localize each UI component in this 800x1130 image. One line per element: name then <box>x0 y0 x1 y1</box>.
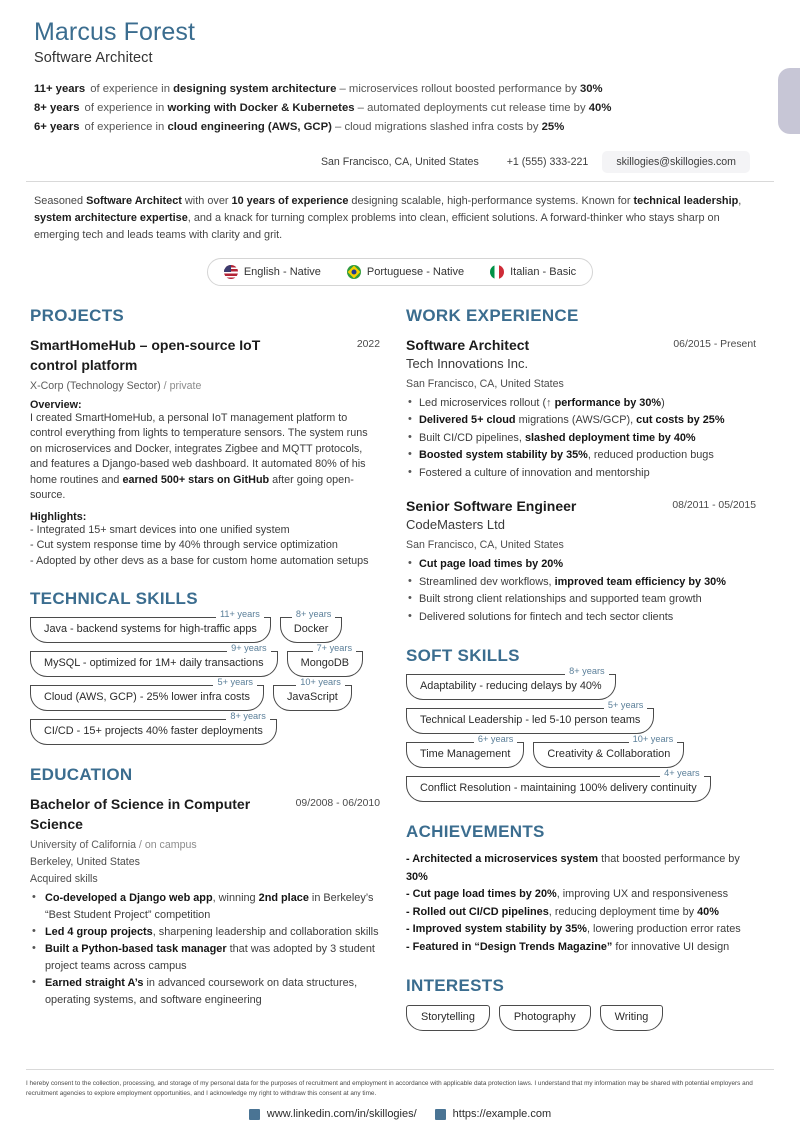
photo-placeholder <box>778 68 800 134</box>
pill-label: MySQL - optimized for 1M+ daily transactions <box>44 657 264 670</box>
technical-skill-row <box>30 642 380 677</box>
work-bullet <box>406 465 756 483</box>
summary-text: Seasoned <box>34 194 87 207</box>
experience-tail: – microservices rollout boosted performance by <box>336 82 580 95</box>
brazil-flag-icon <box>347 265 361 279</box>
professional-summary <box>34 193 766 244</box>
italy-flag-icon <box>490 265 504 279</box>
summary-bold: system architecture expertise <box>34 211 188 224</box>
technical-skill-pill[interactable] <box>30 608 271 643</box>
experience-highlight-line <box>34 80 766 99</box>
technical-skill-pill[interactable] <box>30 710 277 745</box>
work-entry <box>406 335 756 483</box>
bullet-text: in advanced coursework on data structures, operating systems, and software engineering <box>45 977 358 1007</box>
soft-skill-row <box>406 699 756 734</box>
work-entry <box>406 496 756 626</box>
pill-years: 8+ years <box>230 710 266 721</box>
summary-text: with over <box>181 194 232 207</box>
pill-years: 7+ years <box>316 642 353 653</box>
bullet-pre: Led microservices rollout (↑ <box>419 396 555 409</box>
bullet-post: ) <box>661 396 665 409</box>
education-entry <box>30 794 380 1009</box>
education-sep: / <box>135 839 145 852</box>
language-label: Portuguese - Native <box>366 265 465 278</box>
pill-notch <box>30 711 277 720</box>
languages-section <box>0 258 800 286</box>
work-location: San Francisco, CA, United States <box>406 539 564 552</box>
achievement-text: , reducing deployment time by <box>548 905 698 918</box>
summary-text: designing scalable, high-performance systems. Known for <box>348 194 634 207</box>
pill-notch <box>30 677 264 686</box>
soft-skill-pills <box>406 665 756 802</box>
education-head <box>30 794 380 834</box>
pill-label: Conflict Resolution - maintaining 100% delivery continuity <box>420 782 697 795</box>
pill-notch <box>406 666 616 675</box>
contact-email[interactable]: skillogies@skillogies.com <box>602 151 750 173</box>
experience-years: 6+ years <box>34 120 80 133</box>
soft-skill-pill[interactable] <box>406 699 654 734</box>
pill-notch <box>406 734 524 743</box>
overview-part-b: earned 500+ stars on GitHub <box>122 473 270 486</box>
linkedin-icon <box>249 1109 260 1120</box>
experience-highlight-line <box>34 118 766 137</box>
section-title-work-experience: WORK EXPERIENCE <box>406 305 579 325</box>
interest-pills <box>406 1005 756 1031</box>
overview-part-a: I created SmartHomeHub, a personal IoT management platform to control everything from lights to temperature sensors. The system runs on microservices and Docker, integrates Zigbee and MQTT protocols, and features a Django-based web dashboard. It automated 80% of his home routines and <box>30 411 368 486</box>
pill-years: 6+ years <box>477 733 514 744</box>
education-bullet <box>30 890 380 924</box>
bullet-bold: slashed deployment time by 40% <box>524 431 696 444</box>
pill-notch <box>533 734 684 743</box>
technical-skill-pills <box>30 608 380 745</box>
interest-pill[interactable]: Storytelling <box>406 1005 490 1031</box>
technical-skill-pill[interactable] <box>30 676 264 711</box>
achievement-line <box>406 886 756 904</box>
language-item <box>224 265 321 279</box>
bullet-bold: performance by 30% <box>554 396 662 409</box>
achievement-line <box>406 904 756 922</box>
experience-tail: – automated deployments cut release time by <box>354 101 589 114</box>
soft-skill-row <box>406 665 756 700</box>
resume-footer <box>0 1069 800 1130</box>
education-bullet <box>30 924 380 941</box>
work-bullets <box>406 556 756 626</box>
contact-row <box>34 151 766 173</box>
experience-middle: of experience in <box>84 101 168 114</box>
technical-skill-pill[interactable] <box>273 676 352 711</box>
education-location: Berkeley, United States <box>30 856 140 869</box>
work-company: Tech Innovations Inc. <box>406 355 529 371</box>
project-overview-text <box>30 411 380 504</box>
pill-label: CI/CD - 15+ projects 40% faster deployments <box>44 725 263 738</box>
education-bullets <box>30 890 380 1009</box>
bullet-bold: Built a Python-based task manager <box>45 943 227 956</box>
soft-skill-row <box>406 733 756 768</box>
experience-metric: 40% <box>588 101 612 114</box>
bullet-bold: Delivered 5+ cloud <box>419 414 516 427</box>
education-date: 09/2008 - 06/2010 <box>295 798 380 810</box>
work-date: 06/2015 - Present <box>673 338 756 350</box>
bullet-pre: Built CI/CD pipelines, <box>419 431 525 444</box>
pill-label: Cloud (AWS, GCP) - 25% lower infra costs <box>44 691 250 704</box>
technical-skill-row <box>30 710 380 745</box>
experience-skill: working with Docker & Kubernetes <box>167 101 355 114</box>
pill-years: 10+ years <box>300 676 341 687</box>
work-bullet <box>406 395 756 413</box>
pill-label: Java - backend systems for high-traffic apps <box>44 623 257 636</box>
footer-link-linkedin[interactable] <box>249 1108 417 1120</box>
experience-skill: cloud engineering (AWS, GCP) <box>167 120 332 133</box>
soft-skill-pill[interactable] <box>406 665 616 700</box>
bullet-pre: Delivered solutions for fintech and tech sector clients <box>419 610 674 623</box>
technical-skill-row <box>30 676 380 711</box>
work-location: San Francisco, CA, United States <box>406 377 564 390</box>
website-icon <box>435 1109 446 1120</box>
bullet-pre: Fostered a culture of innovation and mentorship <box>419 466 650 479</box>
summary-bold: 10 years of experience <box>231 194 349 207</box>
technical-skill-pill[interactable] <box>30 642 278 677</box>
project-highlight: - Integrated 15+ smart devices into one unified system <box>30 523 290 536</box>
left-column <box>30 306 380 1030</box>
section-projects <box>30 306 380 570</box>
bullet-bold: Boosted system stability by 35% <box>419 449 588 462</box>
section-title-interests: INTERESTS <box>406 976 505 996</box>
section-soft-skills <box>406 646 756 802</box>
summary-bold: Software Architect <box>86 194 182 207</box>
resume-header <box>0 0 800 173</box>
pill-years: 5+ years <box>217 676 253 687</box>
project-org-name: X-Corp (Technology Sector) <box>30 379 161 392</box>
achievement-bold: - Improved system stability by 35% <box>406 923 587 936</box>
experience-years: 11+ years <box>34 82 86 95</box>
technical-skill-pill[interactable] <box>280 608 343 643</box>
contact-location: San Francisco, CA, United States <box>320 155 479 168</box>
work-head <box>406 335 756 355</box>
technical-skill-row <box>30 608 380 643</box>
pill-label: Technical Leadership - led 5-10 person teams <box>420 714 641 727</box>
bullet-bold: Led 4 group projects <box>45 926 153 939</box>
work-job-title: Software Architect <box>406 336 530 353</box>
bullet-pre: Built strong client relationships and supported team growth <box>419 593 702 606</box>
achievement-text: for innovative UI design <box>612 940 730 953</box>
experience-tail: – cloud migrations slashed infra costs by <box>331 120 542 133</box>
work-bullet <box>406 609 756 627</box>
bullet-bold: improved team efficiency by 30% <box>554 575 726 588</box>
pill-years: 4+ years <box>664 767 700 778</box>
project-highlight: - Cut system response time by 40% through service optimization <box>30 539 338 552</box>
section-title-projects: PROJECTS <box>30 305 125 325</box>
section-title-achievements: ACHIEVEMENTS <box>406 822 545 842</box>
education-skills-label: Acquired skills <box>30 873 98 886</box>
education-school-name: University of California <box>30 839 136 852</box>
bullet-text: that was adopted by 3 student project teams across campus <box>45 943 375 973</box>
contact-phone[interactable]: +1 (555) 333-221 <box>506 155 589 168</box>
summary-text: , <box>738 194 742 207</box>
achievement-metric: 40% <box>697 905 719 918</box>
bullet-post: migrations (AWS/GCP), <box>515 414 637 427</box>
resume-body <box>0 306 800 1052</box>
pill-label: Docker <box>293 623 329 636</box>
bullet-text: , sharpening leadership and collaboration skills <box>152 926 379 939</box>
bullet-bold: Earned straight A’s <box>45 977 144 990</box>
language-item <box>490 265 576 279</box>
achievement-bold: - Featured in “Design Trends Magazine” <box>406 940 613 953</box>
right-column <box>406 306 756 1052</box>
section-achievements <box>406 822 756 956</box>
experience-metric: 25% <box>541 120 565 133</box>
pill-label: JavaScript <box>286 691 338 704</box>
technical-skill-pill[interactable] <box>287 642 363 677</box>
experience-highlights <box>34 80 766 137</box>
pill-years: 10+ years <box>632 733 674 744</box>
achievement-text: , lowering production error rates <box>586 923 741 936</box>
bullet-post: , reduced production bugs <box>587 449 714 462</box>
experience-years: 8+ years <box>34 101 80 114</box>
bullet-bold-2: cut costs by 25% <box>636 414 725 427</box>
education-bullet <box>30 975 380 1009</box>
section-technical-skills <box>30 589 380 745</box>
footer-divider <box>26 1069 774 1070</box>
experience-middle: of experience in <box>90 82 174 95</box>
pill-years: 8+ years <box>569 665 605 676</box>
experience-highlight-line <box>34 99 766 118</box>
project-highlights-label: Highlights: <box>30 510 87 523</box>
bullet-text: , winning <box>212 892 259 905</box>
project-org-sep: / <box>160 379 170 392</box>
achievement-bold: - Rolled out CI/CD pipelines <box>406 905 549 918</box>
work-bullet <box>406 430 756 448</box>
overview-part-c: after going open-source. <box>30 473 354 502</box>
achievement-bold: - Architected a microservices system <box>406 853 599 866</box>
footer-link-website[interactable] <box>435 1108 551 1120</box>
project-highlight: - Adopted by other devs as a base for custom home automation setups <box>30 554 369 567</box>
bullet-pre: Streamlined dev workflows, <box>419 575 555 588</box>
pill-years: 9+ years <box>231 642 267 653</box>
section-title-technical-skills: TECHNICAL SKILLS <box>30 589 198 609</box>
header-divider <box>26 181 774 182</box>
candidate-job-title: Software Architect <box>34 49 153 66</box>
pill-label: MongoDB <box>300 657 350 670</box>
experience-middle: of experience in <box>84 120 168 133</box>
experience-metric: 30% <box>579 82 603 95</box>
pill-notch <box>406 700 654 709</box>
achievement-text: , improving UX and responsiveness <box>556 888 729 901</box>
pill-label: Time Management <box>420 748 511 761</box>
project-overview-label: Overview: <box>30 398 82 411</box>
interest-pill[interactable]: Writing <box>600 1005 664 1031</box>
interest-pill[interactable]: Photography <box>499 1005 591 1031</box>
pill-years: 11+ years <box>219 608 260 619</box>
work-bullet <box>406 412 756 430</box>
project-title: SmartHomeHub – open-source IoT control platform <box>30 336 261 373</box>
work-head <box>406 496 756 516</box>
summary-text: , and a knack for turning complex problems into clean, efficient solutions. A forward-thinker who stays sharp on emerging tech and leads teams with clarity and grit. <box>34 211 720 241</box>
project-entry <box>30 335 380 570</box>
summary-bold: technical leadership <box>633 194 739 207</box>
achievement-text: that boosted performance by <box>598 853 740 866</box>
pill-years: 8+ years <box>295 608 332 619</box>
section-interests <box>406 976 756 1031</box>
footer-link-label: www.linkedin.com/in/skillogies/ <box>266 1108 417 1121</box>
bullet-bold: Co-developed a Django web app <box>45 892 213 905</box>
education-bullet <box>30 941 380 975</box>
work-bullet <box>406 447 756 465</box>
language-label: English - Native <box>243 265 321 278</box>
language-item <box>347 265 464 279</box>
work-bullet <box>406 556 756 574</box>
pill-notch <box>406 768 711 777</box>
work-bullet <box>406 574 756 592</box>
achievement-metric: 30% <box>406 870 428 883</box>
pill-notch <box>280 609 343 618</box>
education-mode: on campus <box>144 839 197 852</box>
candidate-name: Marcus Forest <box>34 18 196 46</box>
pill-notch <box>273 677 352 686</box>
languages-box <box>207 258 593 286</box>
project-head <box>30 335 380 375</box>
pill-notch <box>30 643 278 652</box>
education-degree: Bachelor of Science in Computer Science <box>30 796 251 833</box>
work-bullets <box>406 395 756 483</box>
project-date: 2022 <box>356 338 380 350</box>
bullet-text-2: in Berkeley’s “Best Student Project” competition <box>45 892 374 922</box>
section-title-soft-skills: SOFT SKILLS <box>406 646 520 666</box>
footer-links <box>26 1108 774 1130</box>
education-school <box>30 839 380 851</box>
work-bullet <box>406 591 756 609</box>
experience-skill: designing system architecture <box>173 82 337 95</box>
soft-skill-row <box>406 767 756 802</box>
achievement-line <box>406 939 756 957</box>
footer-link-label: https://example.com <box>452 1108 552 1121</box>
achievement-bold: - Cut page load times by 20% <box>406 888 557 901</box>
pill-label: Creativity & Collaboration <box>547 748 671 761</box>
pill-years: 5+ years <box>607 699 644 710</box>
achievement-line <box>406 851 756 886</box>
soft-skill-pill[interactable] <box>406 733 524 768</box>
achievement-line <box>406 921 756 939</box>
language-label: Italian - Basic <box>510 265 577 278</box>
project-org <box>30 380 380 392</box>
soft-skill-pill[interactable] <box>533 733 684 768</box>
section-work-experience <box>406 306 756 627</box>
pill-label: Adaptability - reducing delays by 40% <box>420 680 602 693</box>
work-job-title: Senior Software Engineer <box>406 498 577 515</box>
section-education <box>30 765 380 1009</box>
bullet-bold: Cut page load times by 20% <box>419 558 564 571</box>
consent-text: I hereby consent to the collection, processing, and storage of my personal data for the purposes of recruitment and employment in accordance with applicable data protection laws. I understand that my information may be shared with potential employers and recruitment agencies to explore employment opportunities, and I acknowledge my right to withdraw this consent at any time. <box>26 1080 753 1098</box>
us-flag-icon <box>224 265 238 279</box>
pill-notch <box>287 643 363 652</box>
project-org-type: private <box>169 379 202 392</box>
pill-notch <box>30 609 271 618</box>
work-company: CodeMasters Ltd <box>406 517 505 533</box>
bullet-bold-2: 2nd place <box>258 892 309 905</box>
soft-skill-pill[interactable] <box>406 767 711 802</box>
section-title-education: EDUCATION <box>30 765 133 785</box>
work-date: 08/2011 - 05/2015 <box>672 500 756 512</box>
